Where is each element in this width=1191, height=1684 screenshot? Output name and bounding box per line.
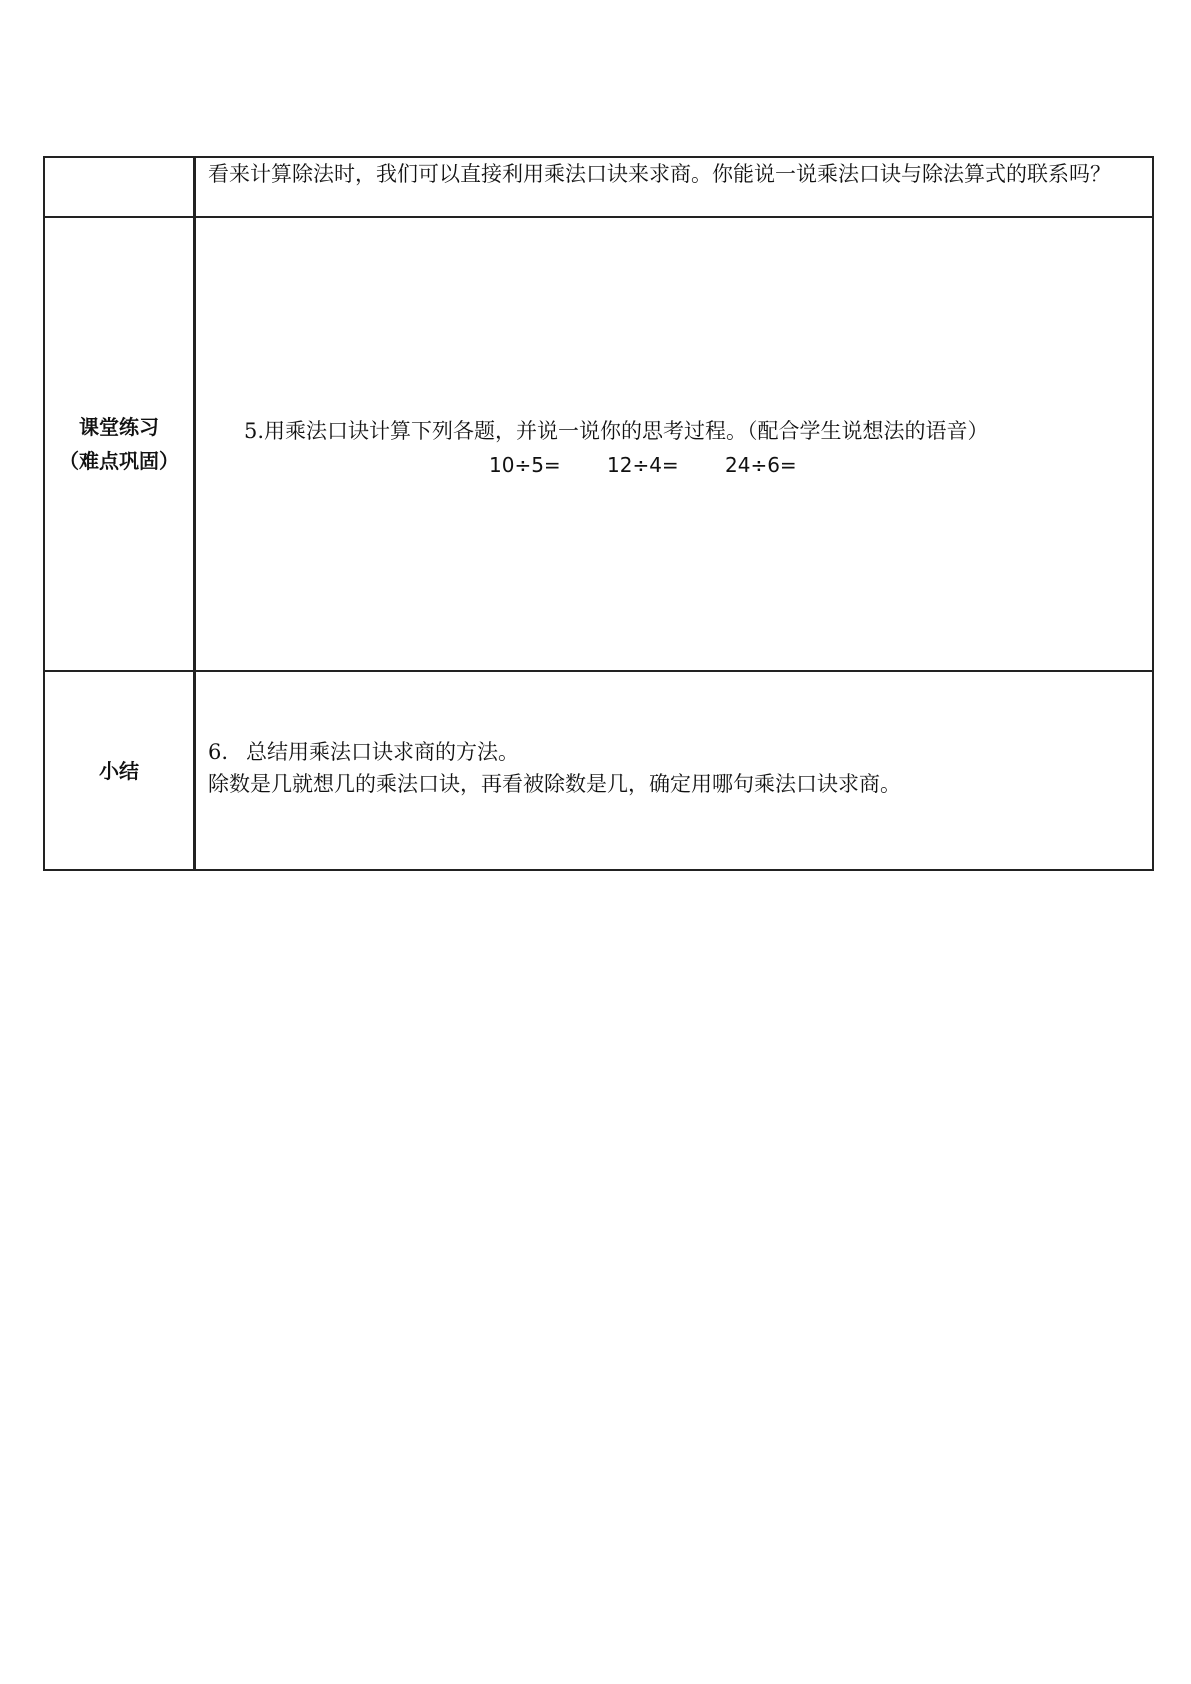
summary-title: 总结用乘法口诀求商的方法。 bbox=[246, 739, 519, 764]
practice-sublabel: （难点巩固） bbox=[59, 449, 179, 473]
table-row bbox=[44, 217, 1153, 671]
table-row bbox=[44, 157, 1153, 217]
table-row bbox=[44, 671, 1153, 870]
summary-body: 除数是几就想几的乘法口诀，再看被除数是几，确定用哪句乘法口诀求商。 bbox=[208, 771, 901, 796]
exercise-instruction: 5.用乘法口诀计算下列各题，并说一说你的思考过程。（配合学生说想法的语音） bbox=[244, 419, 989, 443]
practice-content bbox=[195, 217, 1154, 671]
row-label-empty bbox=[44, 157, 195, 217]
exercise-block bbox=[208, 415, 1140, 481]
summary-title-line bbox=[208, 736, 1140, 768]
formula-item: 10÷5= bbox=[489, 453, 561, 477]
formula-item: 12÷4= bbox=[607, 453, 679, 477]
intro-question-text: 看来计算除法时，我们可以直接利用乘法口诀来求商。你能说一说乘法口诀与除法算式的联系吗？ bbox=[195, 157, 1154, 217]
summary-number: 6. bbox=[208, 739, 229, 764]
summary-content bbox=[195, 671, 1154, 870]
row-label-summary: 小结 bbox=[44, 671, 195, 870]
row-label-practice bbox=[44, 217, 195, 671]
practice-label: 课堂练习 bbox=[79, 415, 159, 439]
summary-block bbox=[208, 736, 1140, 800]
formula-item: 24÷6= bbox=[725, 453, 797, 477]
formula-line bbox=[244, 449, 1140, 481]
lesson-plan-table bbox=[43, 156, 1154, 871]
